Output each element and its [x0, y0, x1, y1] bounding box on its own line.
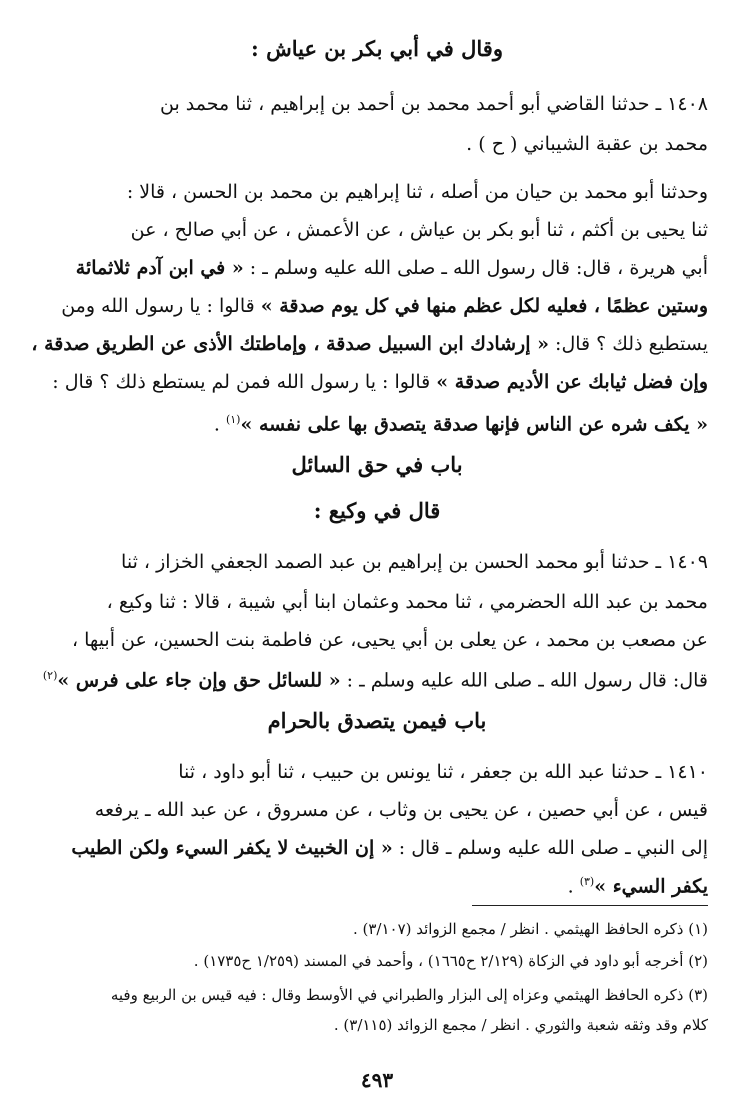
hadith-matn: « إن الخبيث لا يكفر السيء ولكن الطيب: [71, 837, 393, 859]
hadith-1409-line-4: [42, 662, 708, 694]
narration-text: أبي هريرة ، قال: قال رسول الله ـ صلى الله عليه وسلم ـ :: [243, 257, 708, 279]
chain-2-line-2: ثنا يحيى بن أكثم ، ثنا أبو بكر بن عياش ، عن الأعمش ، عن أبي صالح ، عن: [130, 219, 708, 241]
hadith-matn: « في ابن آدم ثلاثمائة: [75, 257, 244, 279]
footnote-3: (٣) ذكره الحافظ الهيثمي وعزاه إلى البزار والطبراني في الأوسط وقال : فيه قيس بن الربيع وفيه: [110, 986, 708, 1004]
hadith-1408-line-2: محمد بن عقبة الشيباني ( ح ) .: [466, 133, 708, 155]
hadith-matn: « إرشادك ابن السبيل صدقة ، وإماطتك الأذى عن الطريق صدقة ،: [31, 333, 549, 355]
section-heading-abu-bakr: وقال في أبي بكر بن عياش :: [251, 36, 503, 61]
narration-text: قالوا : يا رسول الله فمن لم يستطع ذلك ؟ قال :: [52, 371, 437, 393]
chapter-heading-beggar: باب في حق السائل: [291, 452, 463, 477]
narration-text: قال: قال رسول الله ـ صلى الله عليه وسلم ـ :: [340, 669, 708, 692]
chain-2-line-1: وحدثنا أبو محمد بن حيان من أصله ، ثنا إبراهيم بن محمد بن الحسن ، قالا :: [126, 181, 708, 203]
narration-text: قالوا : يا رسول الله ومن: [61, 295, 261, 317]
page-number: ٤٩٣: [360, 1068, 394, 1092]
chain-2-line-5: [31, 330, 708, 358]
footnote-marker: (١): [225, 413, 241, 426]
footnote-marker: (٣): [579, 875, 595, 888]
hadith-1409-line-2: محمد بن عبد الله الحضرمي ، ثنا محمد وعثمان ابنا أبي شيبة ، قالا : ثنا وكيع ،: [106, 591, 708, 613]
hadith-1410-line-1: ١٤١٠ ـ حدثنا عبد الله بن جعفر ، ثنا يونس بن حبيب ، ثنا أبو داود ، ثنا: [178, 761, 708, 783]
hadith-matn: يكفر السيء »: [594, 875, 708, 898]
hadith-matn: وستين عظمًا ، فعليه لكل عظم منها في كل يوم صدقة »: [260, 295, 708, 317]
hadith-1410-line-4: [50, 868, 708, 900]
hadith-1408-line-1: ١٤٠٨ ـ حدثنا القاضي أبو أحمد محمد بن أحمد بن إبراهيم ، ثنا محمد بن: [160, 93, 708, 115]
narration-text: إلى النبي ـ صلى الله عليه وسلم ـ قال :: [392, 837, 708, 859]
hadith-matn: وإن فضل ثيابك عن الأديم صدقة »: [436, 371, 708, 393]
section-heading-waki: قال في وكيع :: [313, 498, 441, 523]
narration-text: .: [567, 875, 580, 898]
footnote-marker: (٢): [42, 669, 58, 682]
hadith-matn: « للسائل حق وإن جاء على فرس »: [57, 669, 341, 692]
footnote-divider: [472, 905, 708, 906]
chain-2-line-6: [50, 368, 708, 396]
narration-text: يستطيع ذلك ؟ قال:: [549, 333, 708, 355]
footnote-3-continued: كلام وقد وثقه شعبة والثوري . انظر / مجمع الزوائد (٣/١١٥) .: [333, 1016, 708, 1034]
hadith-1409-line-3: عن مصعب بن محمد ، عن يعلى بن أبي يحيى، عن فاطمة بنت الحسين، عن أبيها ،: [71, 629, 708, 651]
chain-2-line-7: [50, 406, 708, 438]
footnote-2: (٢) أخرجه أبو داود في الزكاة (٢/١٢٩ ح١٦٦٥) ، وأحمد في المسند (١/٢٥٩ ح١٧٣٥) .: [193, 952, 708, 970]
narration-text: .: [213, 413, 226, 436]
hadith-matn: « يكف شره عن الناس فإنها صدقة يتصدق بها على نفسه »: [240, 413, 708, 436]
hadith-1410-line-2: قيس ، عن أبي حصين ، عن يحيى بن وثاب ، عن مسروق ، عن عبد الله ـ يرفعه: [94, 799, 708, 821]
chain-2-line-4: [50, 292, 708, 320]
chapter-heading-haram-charity: باب فيمن يتصدق بالحرام: [267, 708, 487, 733]
hadith-1409-line-1: ١٤٠٩ ـ حدثنا أبو محمد الحسن بن إبراهيم بن عبد الصمد الجعفي الخزاز ، ثنا: [121, 551, 708, 573]
footnote-1: (١) ذكره الحافظ الهيثمي . انظر / مجمع الزوائد (٣/١٠٧) .: [352, 920, 708, 938]
chain-2-line-3: [50, 254, 708, 282]
hadith-1410-line-3: [50, 834, 708, 862]
